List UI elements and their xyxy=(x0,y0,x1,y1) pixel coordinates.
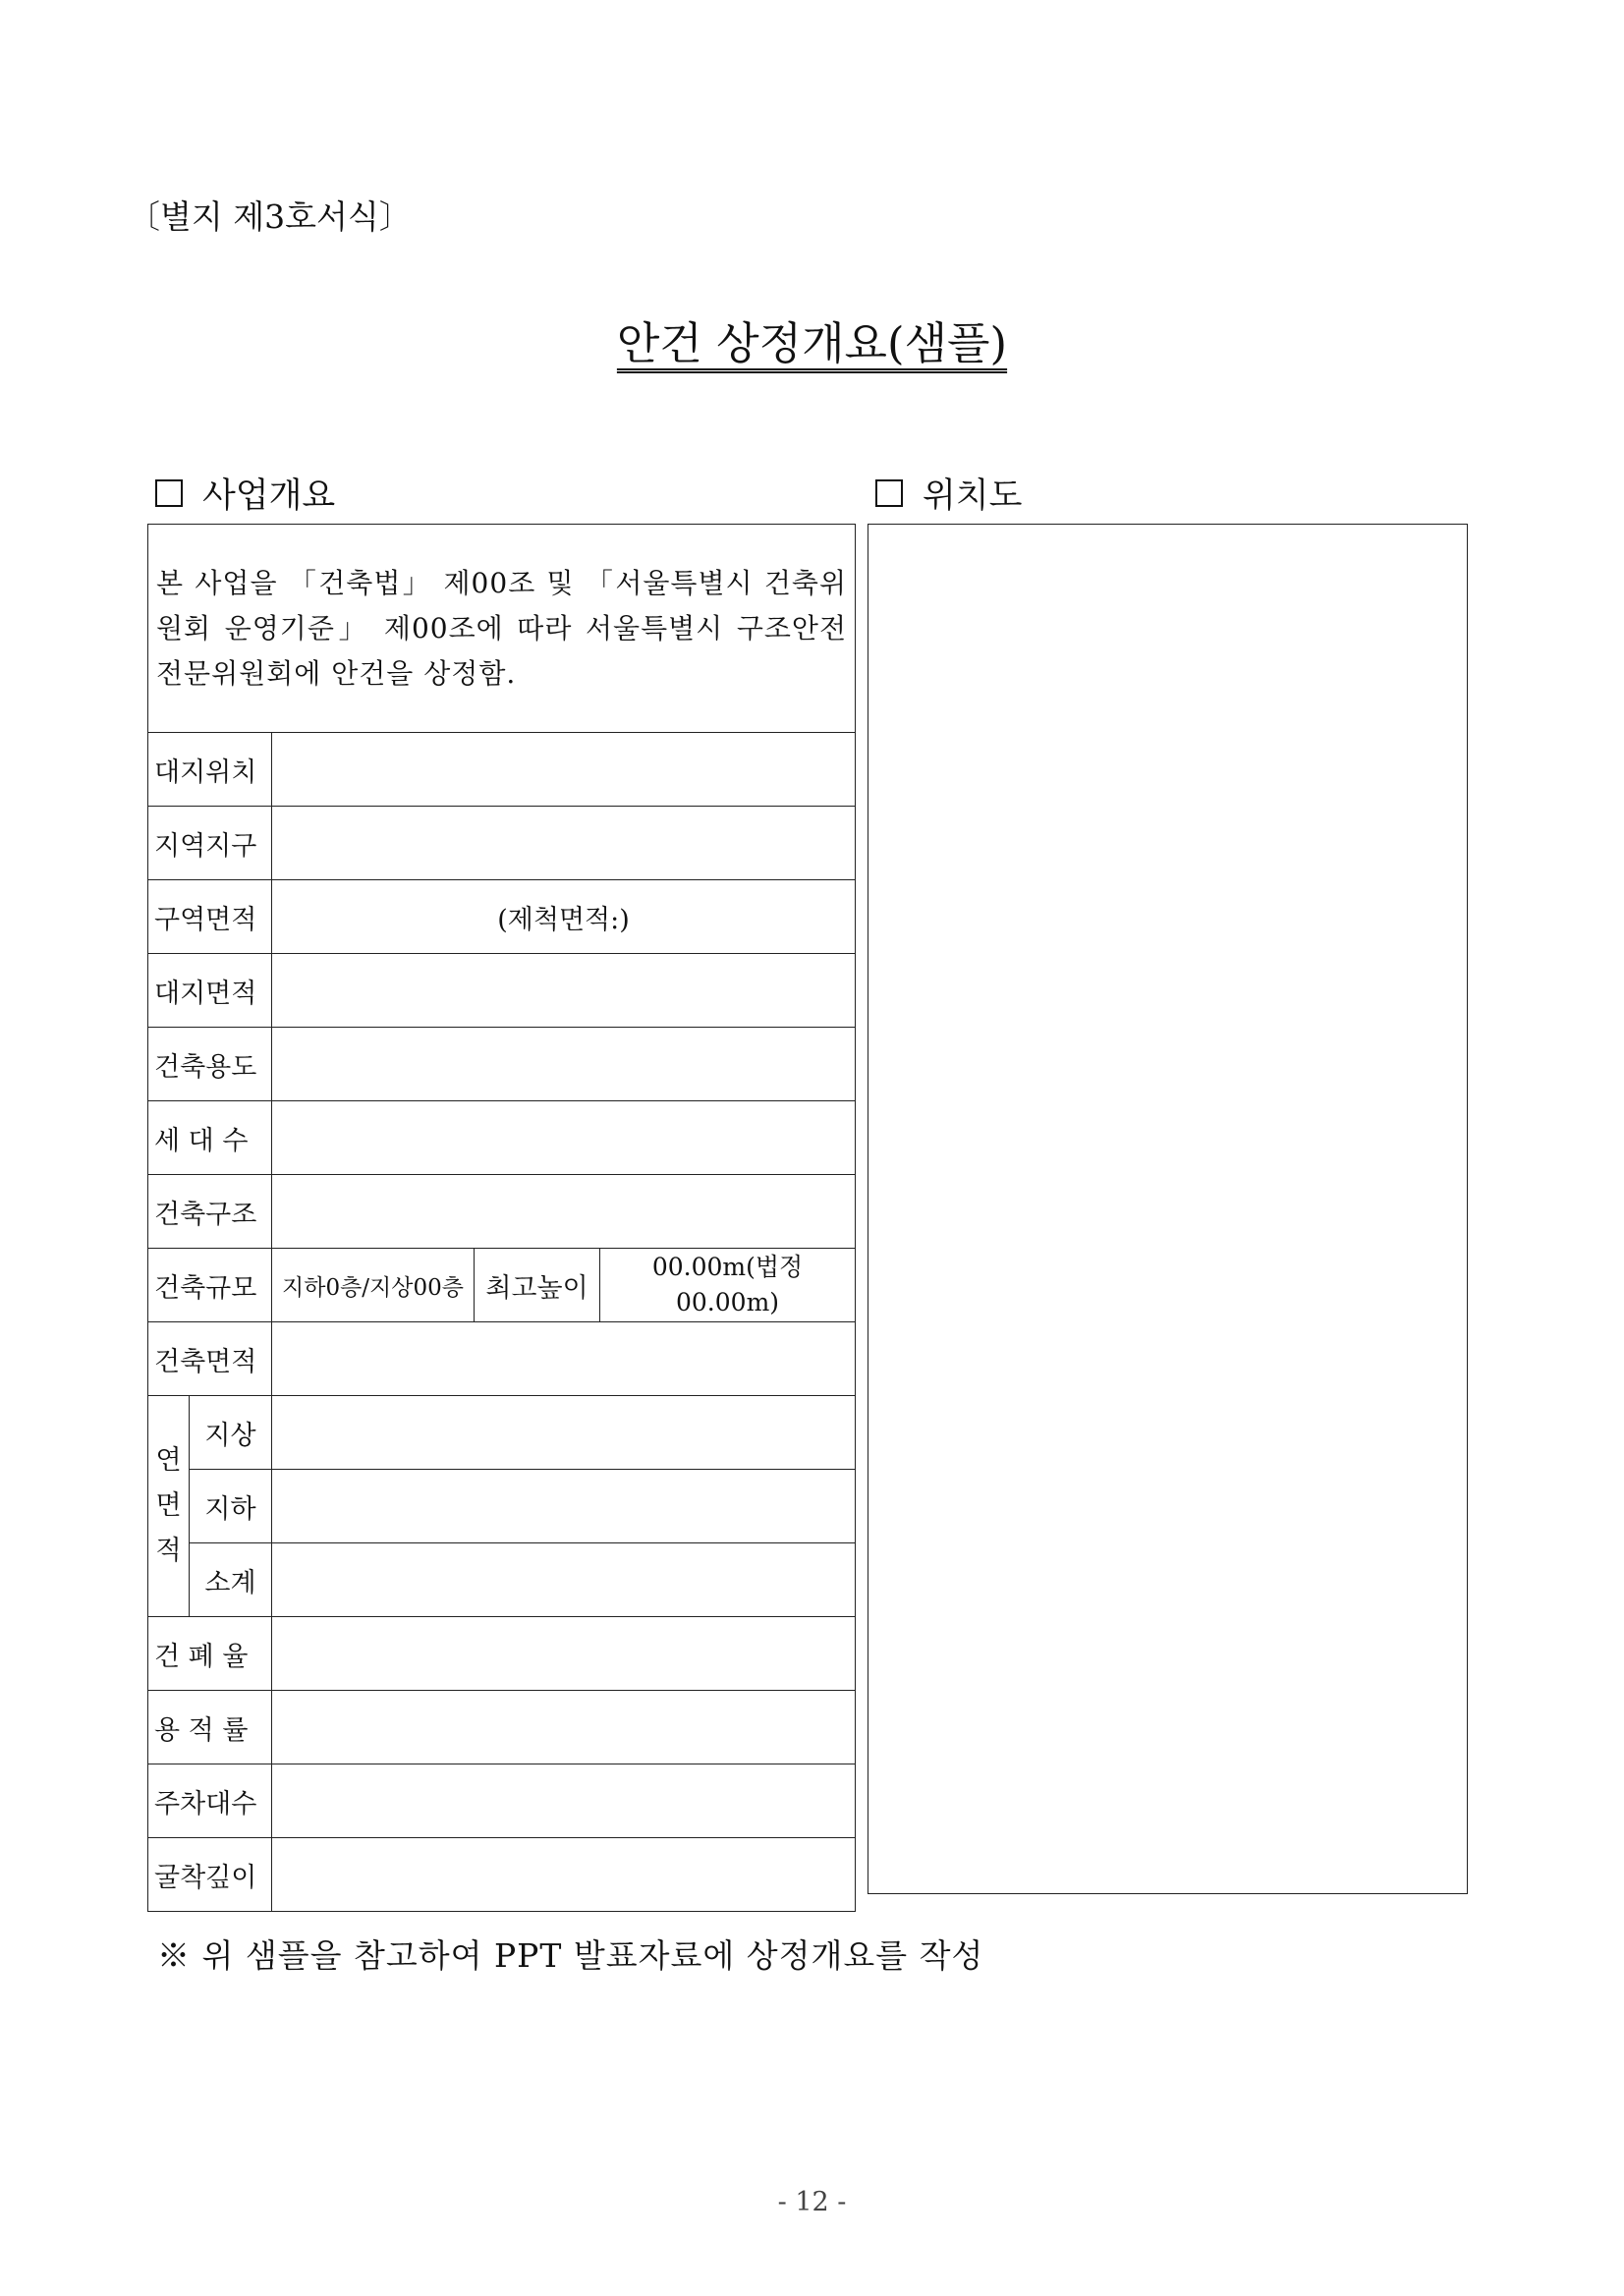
label-building-area: 건축면적 xyxy=(148,1322,272,1396)
form-id: 〔별지 제3호서식〕 xyxy=(128,197,412,236)
intro-text: 본 사업을 「건축법」 제00조 및 「서울특별시 건축위원회 운영기준」 제00조에 따라 서울특별시 구조안전 전문위원회에 안건을 상정함. xyxy=(148,525,856,733)
label-max-height: 최고높이 xyxy=(475,1249,600,1322)
label-below-ground: 지하 xyxy=(190,1470,272,1543)
value-max-height[interactable]: 00.00m(법정00.00m) xyxy=(600,1249,856,1322)
section-overview-heading: 사업개요 xyxy=(155,469,335,518)
value-structure[interactable] xyxy=(272,1175,856,1249)
label-structure: 건축구조 xyxy=(148,1175,272,1249)
page-title: 안건 상정개요(샘플) xyxy=(616,317,1008,369)
note-text: ※ 위 샘플을 참고하여 PPT 발표자료에 상정개요를 작성 xyxy=(157,1936,984,1975)
value-above-ground[interactable] xyxy=(272,1396,856,1470)
checkbox-icon xyxy=(875,479,903,507)
label-site-location: 대지위치 xyxy=(148,733,272,807)
label-gross-floor-area: 연면적 xyxy=(148,1396,190,1617)
value-site-area[interactable] xyxy=(272,954,856,1028)
value-excavation-depth[interactable] xyxy=(272,1838,856,1912)
location-map-box[interactable] xyxy=(868,524,1468,1894)
value-subtotal[interactable] xyxy=(272,1543,856,1617)
value-below-ground[interactable] xyxy=(272,1470,856,1543)
label-building-use: 건축용도 xyxy=(148,1028,272,1101)
label-zone-area: 구역면적 xyxy=(148,880,272,954)
value-zoning[interactable] xyxy=(272,807,856,880)
value-floor-area-ratio[interactable] xyxy=(272,1691,856,1764)
value-building-use[interactable] xyxy=(272,1028,856,1101)
overview-table xyxy=(147,524,856,1912)
label-parking: 주차대수 xyxy=(148,1764,272,1838)
checkbox-icon xyxy=(155,479,183,507)
label-zoning: 지역지구 xyxy=(148,807,272,880)
value-scale[interactable]: 지하0층/지상00층 xyxy=(272,1249,475,1322)
label-scale: 건축규모 xyxy=(148,1249,272,1322)
value-coverage-ratio[interactable] xyxy=(272,1617,856,1691)
label-households: 세 대 수 xyxy=(148,1101,272,1175)
label-above-ground: 지상 xyxy=(190,1396,272,1470)
value-site-location[interactable] xyxy=(272,733,856,807)
value-building-area[interactable] xyxy=(272,1322,856,1396)
value-zone-area[interactable]: (제척면적:) xyxy=(272,880,856,954)
value-households[interactable] xyxy=(272,1101,856,1175)
label-site-area: 대지면적 xyxy=(148,954,272,1028)
value-parking[interactable] xyxy=(272,1764,856,1838)
section-location-heading: 위치도 xyxy=(875,469,1022,518)
label-coverage-ratio: 건 폐 율 xyxy=(148,1617,272,1691)
page-number: - 12 - xyxy=(777,2187,847,2217)
label-subtotal: 소계 xyxy=(190,1543,272,1617)
label-floor-area-ratio: 용 적 률 xyxy=(148,1691,272,1764)
label-excavation-depth: 굴착깊이 xyxy=(148,1838,272,1912)
